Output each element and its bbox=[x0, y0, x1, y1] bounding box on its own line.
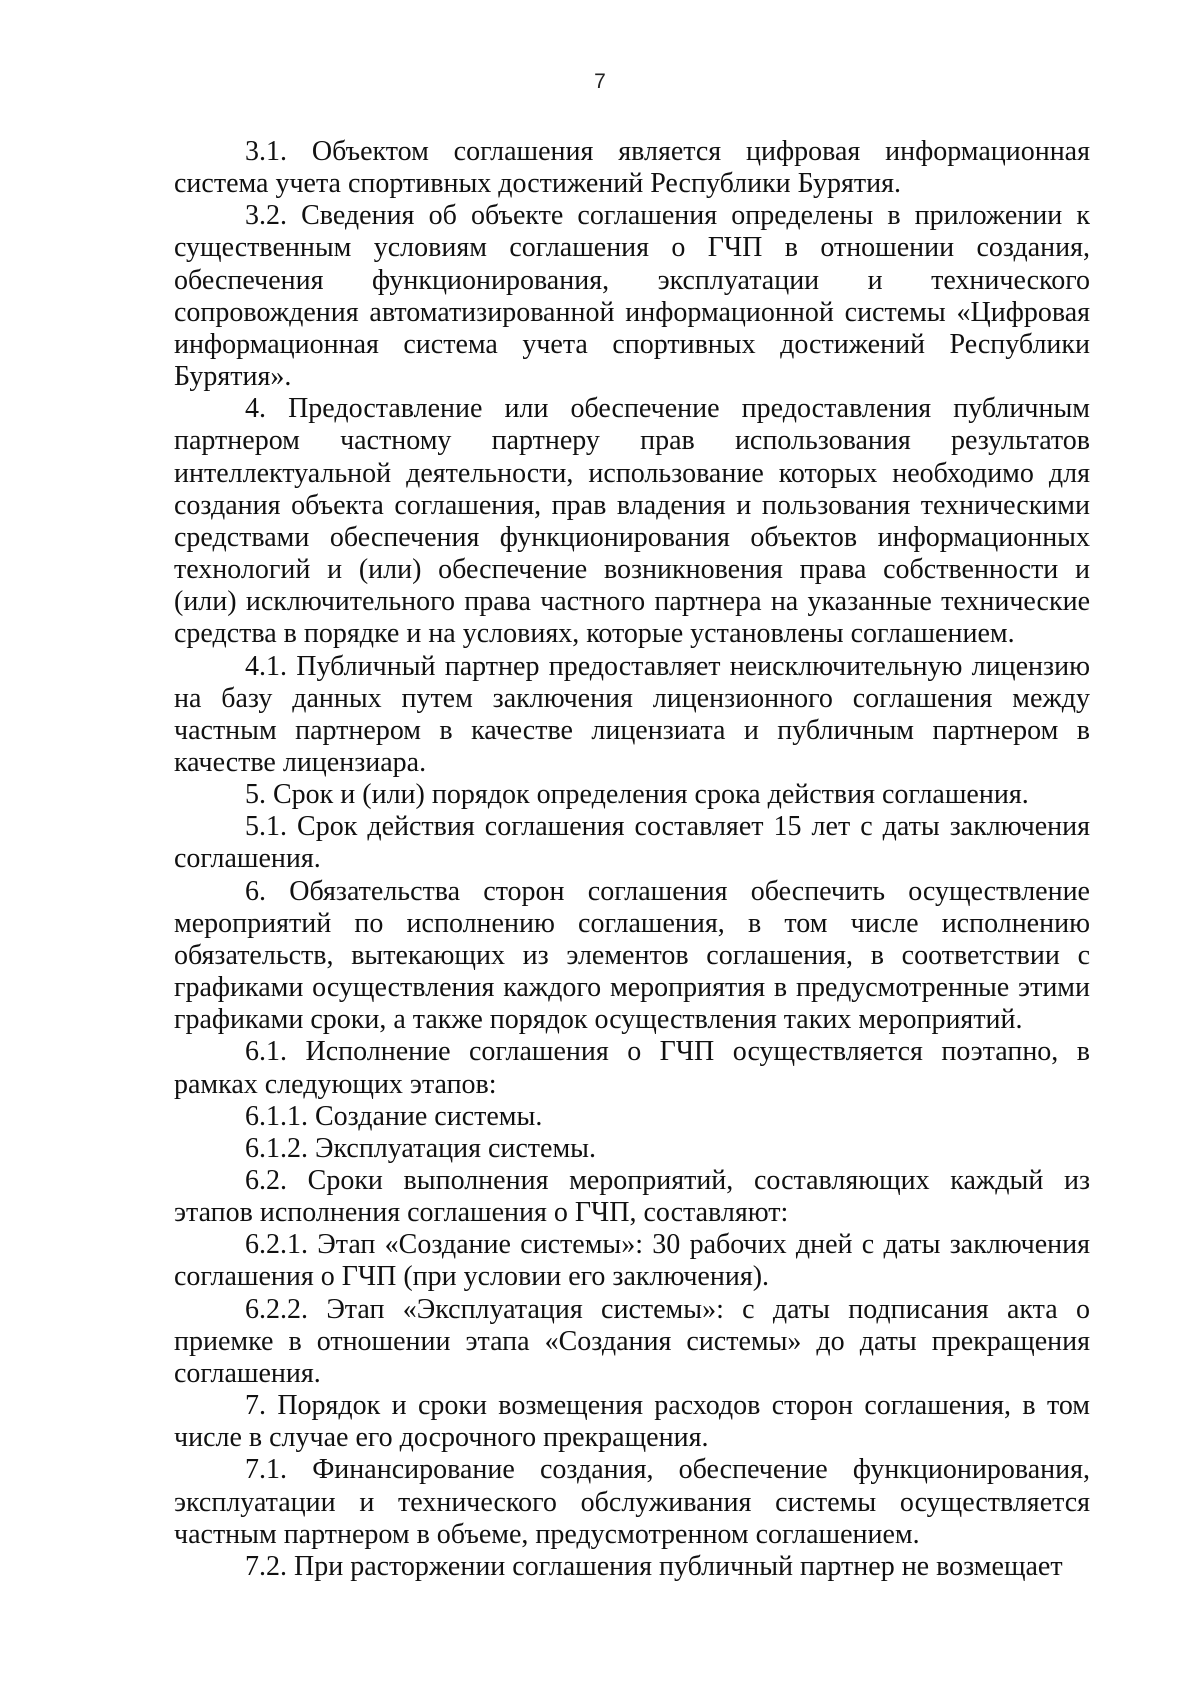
paragraph-6-2: 6.2. Сроки выполнения мероприятий, составляющих каждый из этапов исполнения соглашения о ГЧП, составляют: bbox=[174, 1165, 1090, 1229]
paragraph-6-2-1: 6.2.1. Этап «Создание системы»: 30 рабочих дней с даты заключения соглашения о ГЧП (при условии его заключения). bbox=[174, 1229, 1090, 1293]
paragraph-6-1: 6.1. Исполнение соглашения о ГЧП осуществляется поэтапно, в рамках следующих этапов: bbox=[174, 1036, 1090, 1100]
document-body bbox=[174, 136, 1090, 1583]
paragraph-7-2: 7.2. При расторжении соглашения публичный партнер не возмещает bbox=[245, 1550, 1063, 1582]
paragraph-5: 5. Срок и (или) порядок определения срока действия соглашения. bbox=[245, 779, 1029, 811]
paragraph-6-2-2: 6.2.2. Этап «Эксплуатация системы»: с даты подписания акта о приемке в отношении этапа «Создания системы» до даты прекращения соглашения. bbox=[174, 1293, 1090, 1389]
paragraph-5-1: 5.1. Срок действия соглашения составляет 15 лет с даты заключения соглашения. bbox=[174, 811, 1090, 875]
page-number: 7 bbox=[594, 70, 606, 93]
paragraph-7-1: 7.1. Финансирование создания, обеспечение функционирования, эксплуатации и технического обслуживания системы осуществляется частным партнером в объеме, предусмотренном соглашением. bbox=[174, 1454, 1090, 1550]
paragraph-4: 4. Предоставление или обеспечение предоставления публичным партнером частному партнеру прав использования результатов интеллектуальной деятельности, использование которых необходимо для создания объекта соглашения, прав владения и пользования техническими средствами обеспечения функционирования объектов информационных технологий и (или) обеспечение возникновения права собственности и (или) исключительного права частного партнера на указанные технические средства в порядке и на условиях, которые установлены соглашением. bbox=[174, 393, 1090, 650]
paragraph-6-1-1: 6.1.1. Создание системы. bbox=[245, 1100, 543, 1132]
paragraph-6: 6. Обязательства сторон соглашения обеспечить осуществление мероприятий по исполнению соглашения, в том числе исполнению обязательств, вытекающих из элементов соглашения, в соответствии с графиками осуществления каждого мероприятия в предусмотренные этими графиками сроки, а также порядок осуществления таких мероприятий. bbox=[174, 875, 1090, 1036]
paragraph-3-2: 3.2. Сведения об объекте соглашения определены в приложении к существенным условиям соглашения о ГЧП в отношении создания, обеспечения функционирования, эксплуатации и технического сопровождения автоматизированной информационной системы «Цифровая информационная система учета спортивных достижений Республики Бурятия». bbox=[174, 200, 1090, 393]
paragraph-7: 7. Порядок и сроки возмещения расходов сторон соглашения, в том числе в случае его досрочного прекращения. bbox=[174, 1390, 1090, 1454]
paragraph-3-1: 3.1. Объектом соглашения является цифровая информационная система учета спортивных достижений Республики Бурятия. bbox=[174, 136, 1090, 200]
paragraph-6-1-2: 6.1.2. Эксплуатация системы. bbox=[245, 1132, 596, 1164]
paragraph-4-1: 4.1. Публичный партнер предоставляет неисключительную лицензию на базу данных путем заключения лицензионного соглашения между частным партнером в качестве лицензиата и публичным партнером в качестве лицензиара. bbox=[174, 650, 1090, 778]
